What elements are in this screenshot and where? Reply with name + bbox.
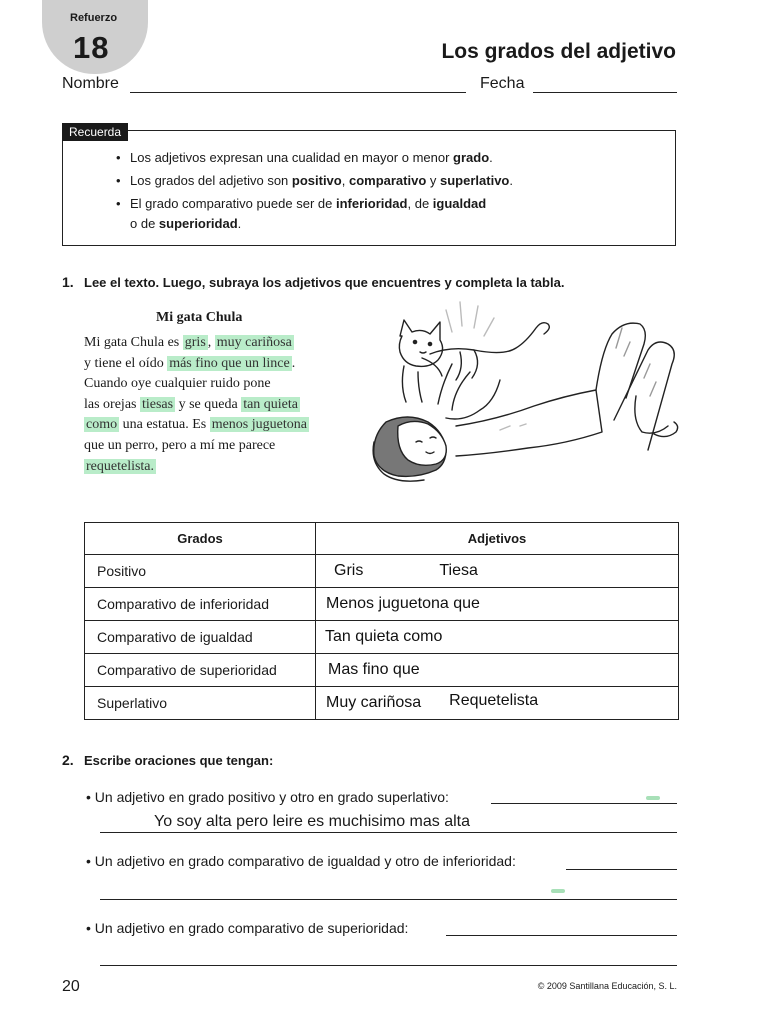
exercise-1-number: 1. (62, 274, 74, 290)
exercise-2-number: 2. (62, 752, 74, 768)
answer-line[interactable] (100, 832, 677, 833)
copyright: © 2009 Santillana Educación, S. L. (537, 981, 677, 991)
highlight: más fino que un lince (169, 355, 290, 371)
name-field[interactable] (130, 92, 466, 93)
adjetivos-cell[interactable]: Muy cariñosa Requetelista (316, 687, 679, 720)
grado-cell: Positivo (85, 555, 316, 588)
green-mark (551, 889, 565, 893)
highlight: muy cariñosa (216, 335, 292, 350)
tab-label: Refuerzo (70, 12, 118, 24)
table-row (85, 687, 679, 720)
recuerda-tag: Recuerda (62, 123, 128, 141)
grado-cell: Superlativo (85, 687, 316, 720)
green-mark (646, 796, 660, 800)
table-header-grados: Grados (85, 523, 316, 555)
highlight: gris (184, 335, 206, 350)
adjetivos-cell[interactable]: Tan quieta como (316, 621, 679, 654)
table-row (85, 621, 679, 654)
table-row (85, 588, 679, 621)
recuerda-item: • El grado comparativo puede ser de inferioridad, de igualdad o de superioridad. (130, 192, 670, 234)
highlight: tan quieta (243, 396, 298, 412)
adjetivos-cell[interactable]: Menos juguetona que (316, 588, 679, 621)
grado-cell: Comparativo de inferioridad (85, 588, 316, 621)
recuerda-list (130, 146, 670, 234)
tab-number: 18 (73, 30, 110, 65)
highlight: como (86, 417, 118, 433)
exercise-2-item: • Un adjetivo en grado comparativo de superioridad: (86, 920, 409, 936)
name-label: Nombre (62, 75, 119, 92)
table-row (85, 654, 679, 687)
answer-line[interactable] (491, 803, 677, 804)
reading-text: Mi gata Chula es gris , muy cariñosa y tiene el oído más fino que un lince . Cuando oye cualquier ruido pone las orejas tiesas y se queda tan quieta como una estatua. Es menos juguetona que un perro, pero a mí me parece requetelista. (84, 335, 307, 474)
recuerda-item: • Los adjetivos expresan una cualidad en mayor o menor grado. (130, 146, 670, 169)
grado-cell: Comparativo de igualdad (85, 621, 316, 654)
adjetivos-cell[interactable]: Mas fino que (316, 654, 679, 687)
grado-cell: Comparativo de superioridad (85, 654, 316, 687)
table-header-adjetivos: Adjetivos (316, 523, 679, 555)
highlight: requetelista. (86, 458, 155, 474)
exercise-2-instruction: Escribe oraciones que tengan: (84, 753, 274, 768)
date-field[interactable] (533, 92, 677, 93)
exercise-1-instruction: Lee el texto. Luego, subraya los adjetivos que encuentres y completa la tabla. (84, 275, 565, 290)
answer-text: Yo soy alta pero leire es muchisimo mas alta (154, 813, 470, 830)
exercise-2-item: • Un adjetivo en grado positivo y otro en grado superlativo: (86, 789, 449, 805)
page-title: Los grados del adjetivo (441, 40, 676, 63)
girl-with-cat-illustration (360, 292, 690, 492)
answer-line[interactable] (100, 965, 677, 966)
answer-line[interactable] (100, 899, 677, 900)
table-row (85, 555, 679, 588)
table-header-row (85, 523, 679, 555)
highlight: menos juguetona (211, 417, 307, 433)
answer-line[interactable] (446, 935, 677, 936)
page-number: 20 (62, 978, 80, 995)
recuerda-item: • Los grados del adjetivo son positivo, comparativo y superlativo. (130, 169, 670, 192)
answer-line[interactable] (566, 869, 677, 870)
date-label: Fecha (480, 75, 525, 92)
exercise-2-item: • Un adjetivo en grado comparativo de igualdad y otro de inferioridad: (86, 853, 516, 869)
reading-title: Mi gata Chula (156, 310, 243, 325)
highlight: tiesas (141, 396, 174, 412)
adjetivos-cell[interactable]: Gris Tiesa (316, 555, 679, 588)
grades-table (84, 522, 679, 720)
